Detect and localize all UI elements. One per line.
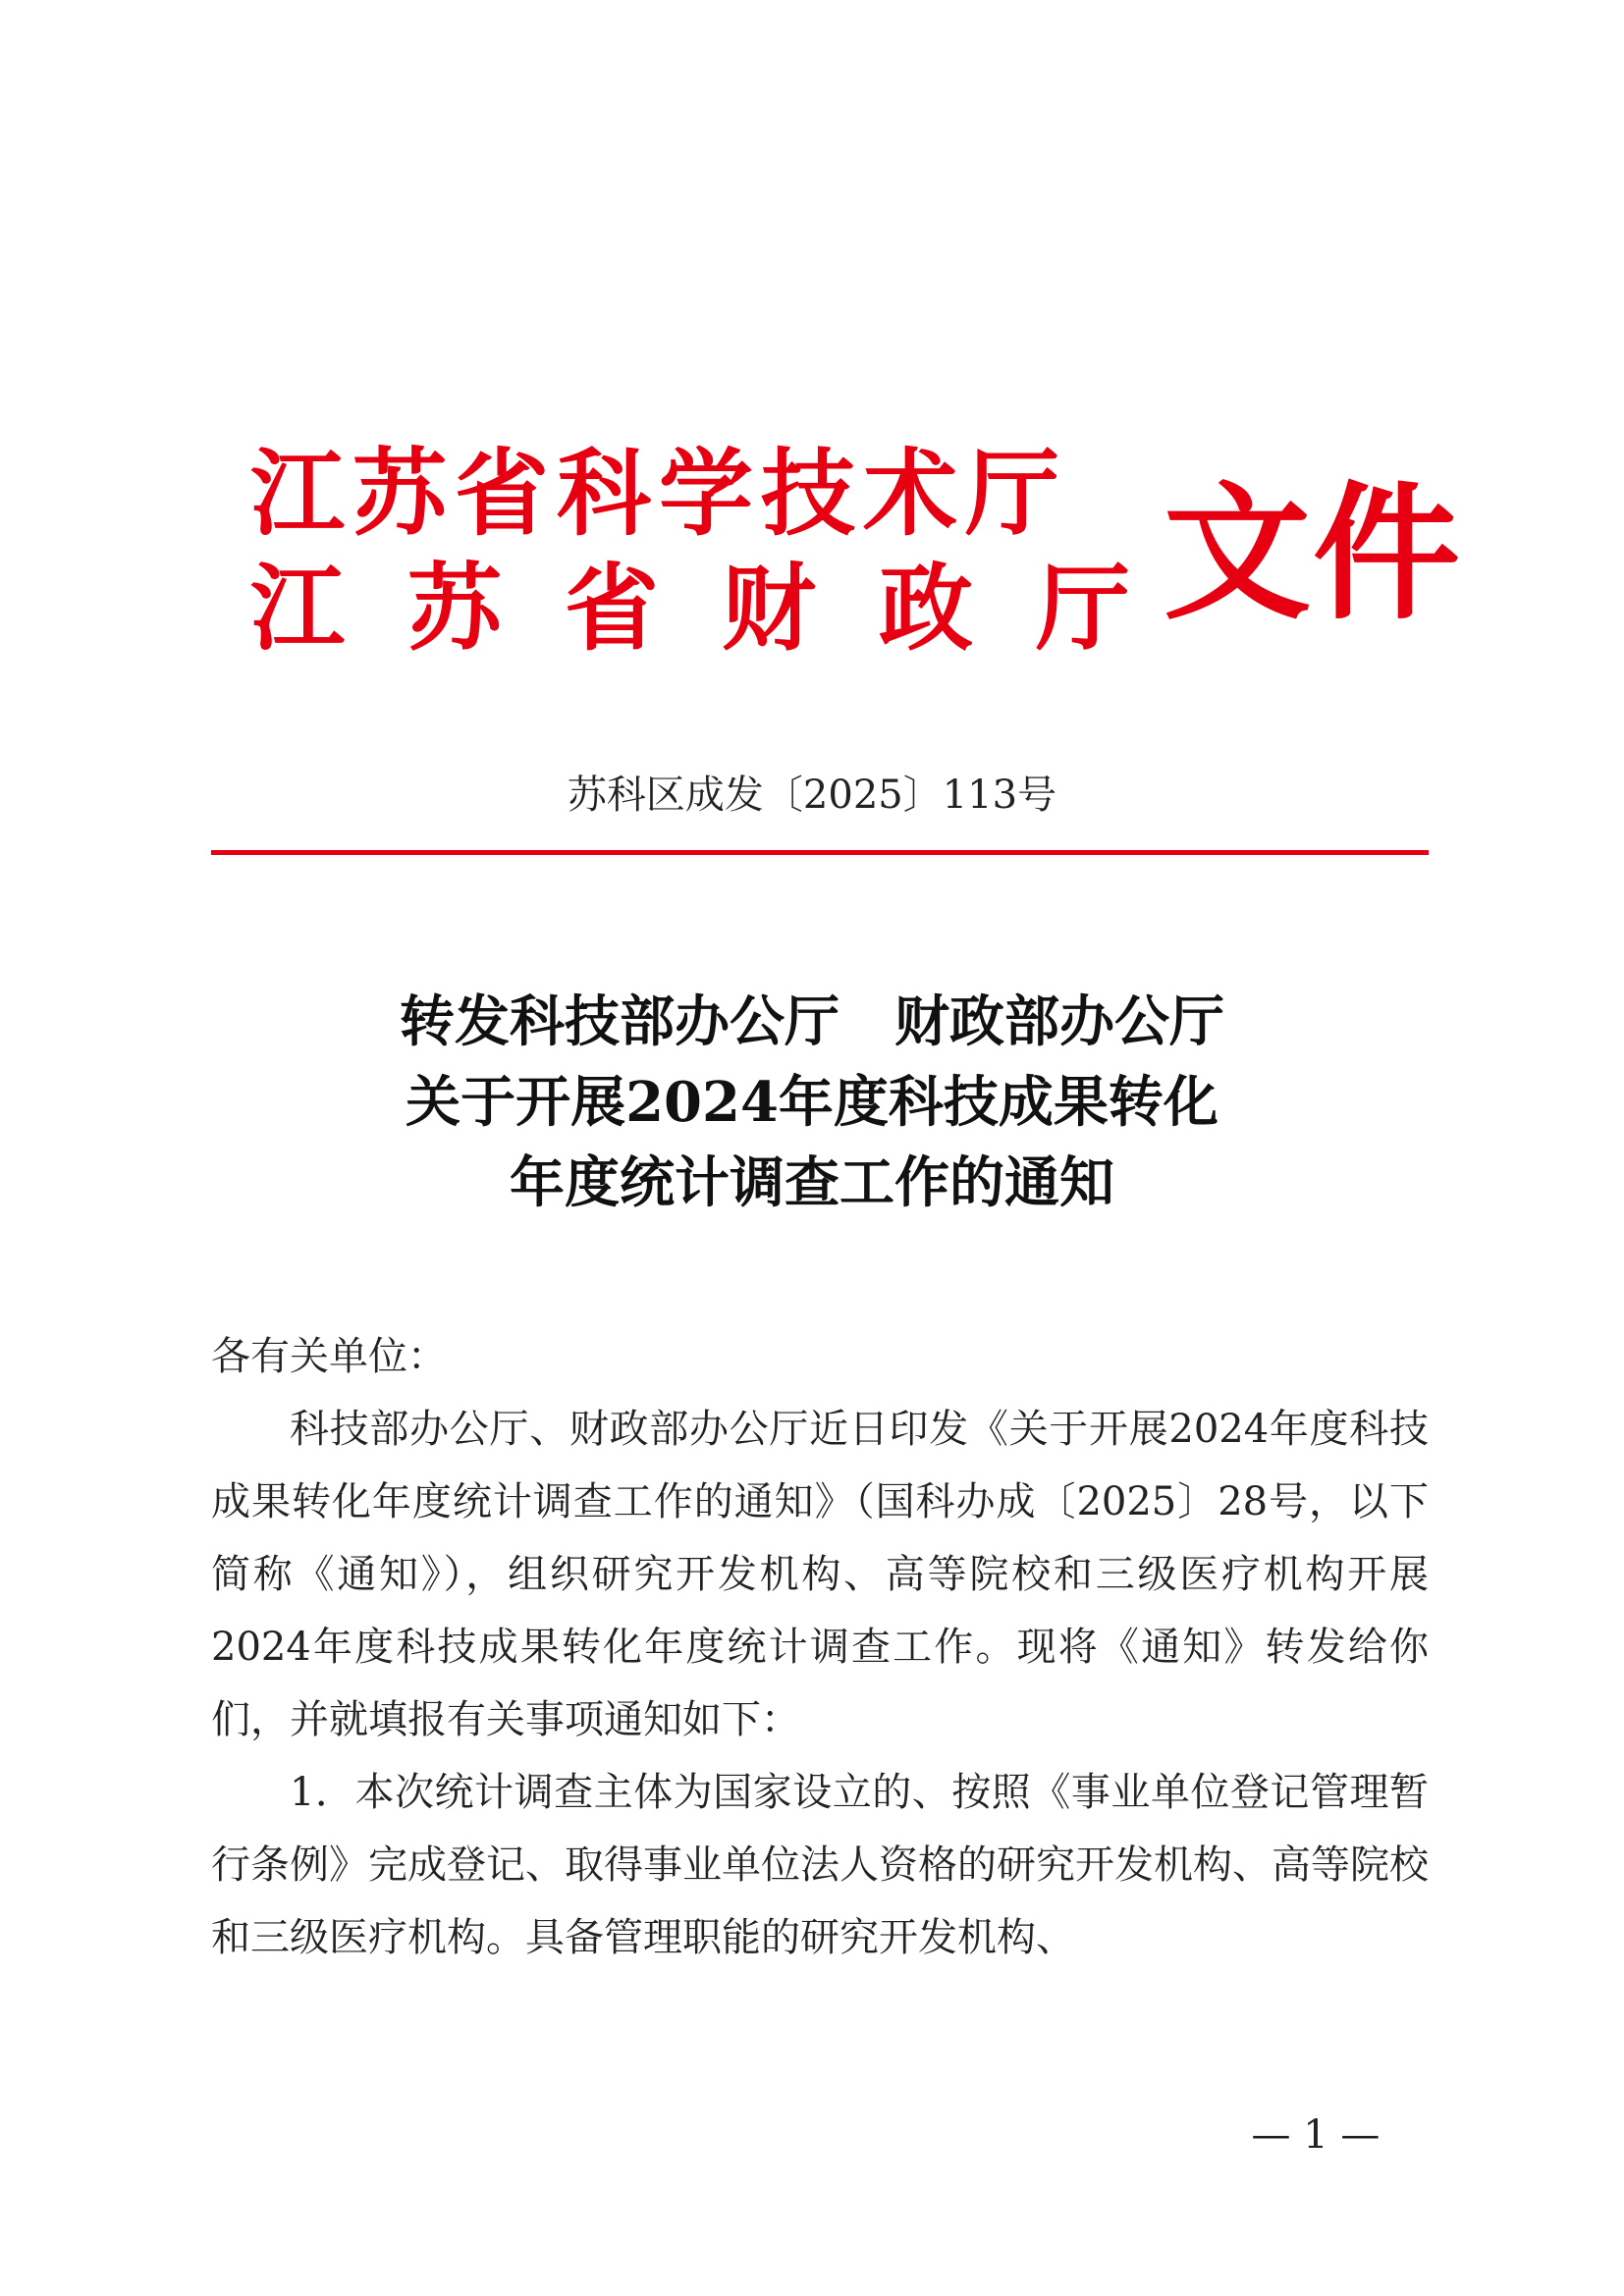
salutation: 各有关单位： [211,1334,447,1379]
title-line-2: 关于开展2024年度科技成果转化 [406,1070,1218,1135]
document-number: 苏科区成发〔2025〕113号 [567,773,1057,818]
issuer-line-1: 江苏省科学技术厅 [250,439,1067,549]
body-paragraph-1: 科技部办公厅、财政部办公厅近日印发《关于开展2024年度科技成果转化年度统计调查工作的通知》（国科办成〔2025〕28号，以下简称《通知》），组织研究开发机构、高等院校和三级医疗机构开展2024年度科技成果转化年度统计调查工作。现将《通知》转发给你们，并就填报有关事项通知如下： [211,1407,1429,1742]
red-divider [211,850,1429,855]
title-line-1: 转发科技部办公厅 财政部办公厅 [400,989,1224,1054]
document-body [211,1320,1429,1974]
issuer-line-2: 江苏省财政厅 [250,554,1193,664]
document-type-label: 文件 [1164,469,1463,640]
page-number: — 1 — [1251,2112,1380,2158]
red-masthead [250,432,1463,677]
document-title [0,982,1624,1223]
title-line-3: 年度统计调查工作的通知 [510,1150,1114,1215]
body-paragraph-2: 1．本次统计调查主体为国家设立的、按照《事业单位登记管理暂行条例》完成登记、取得事业单位法人资格的研究开发机构、高等院校和三级医疗机构。具备管理职能的研究开发机构、 [211,1770,1429,1960]
